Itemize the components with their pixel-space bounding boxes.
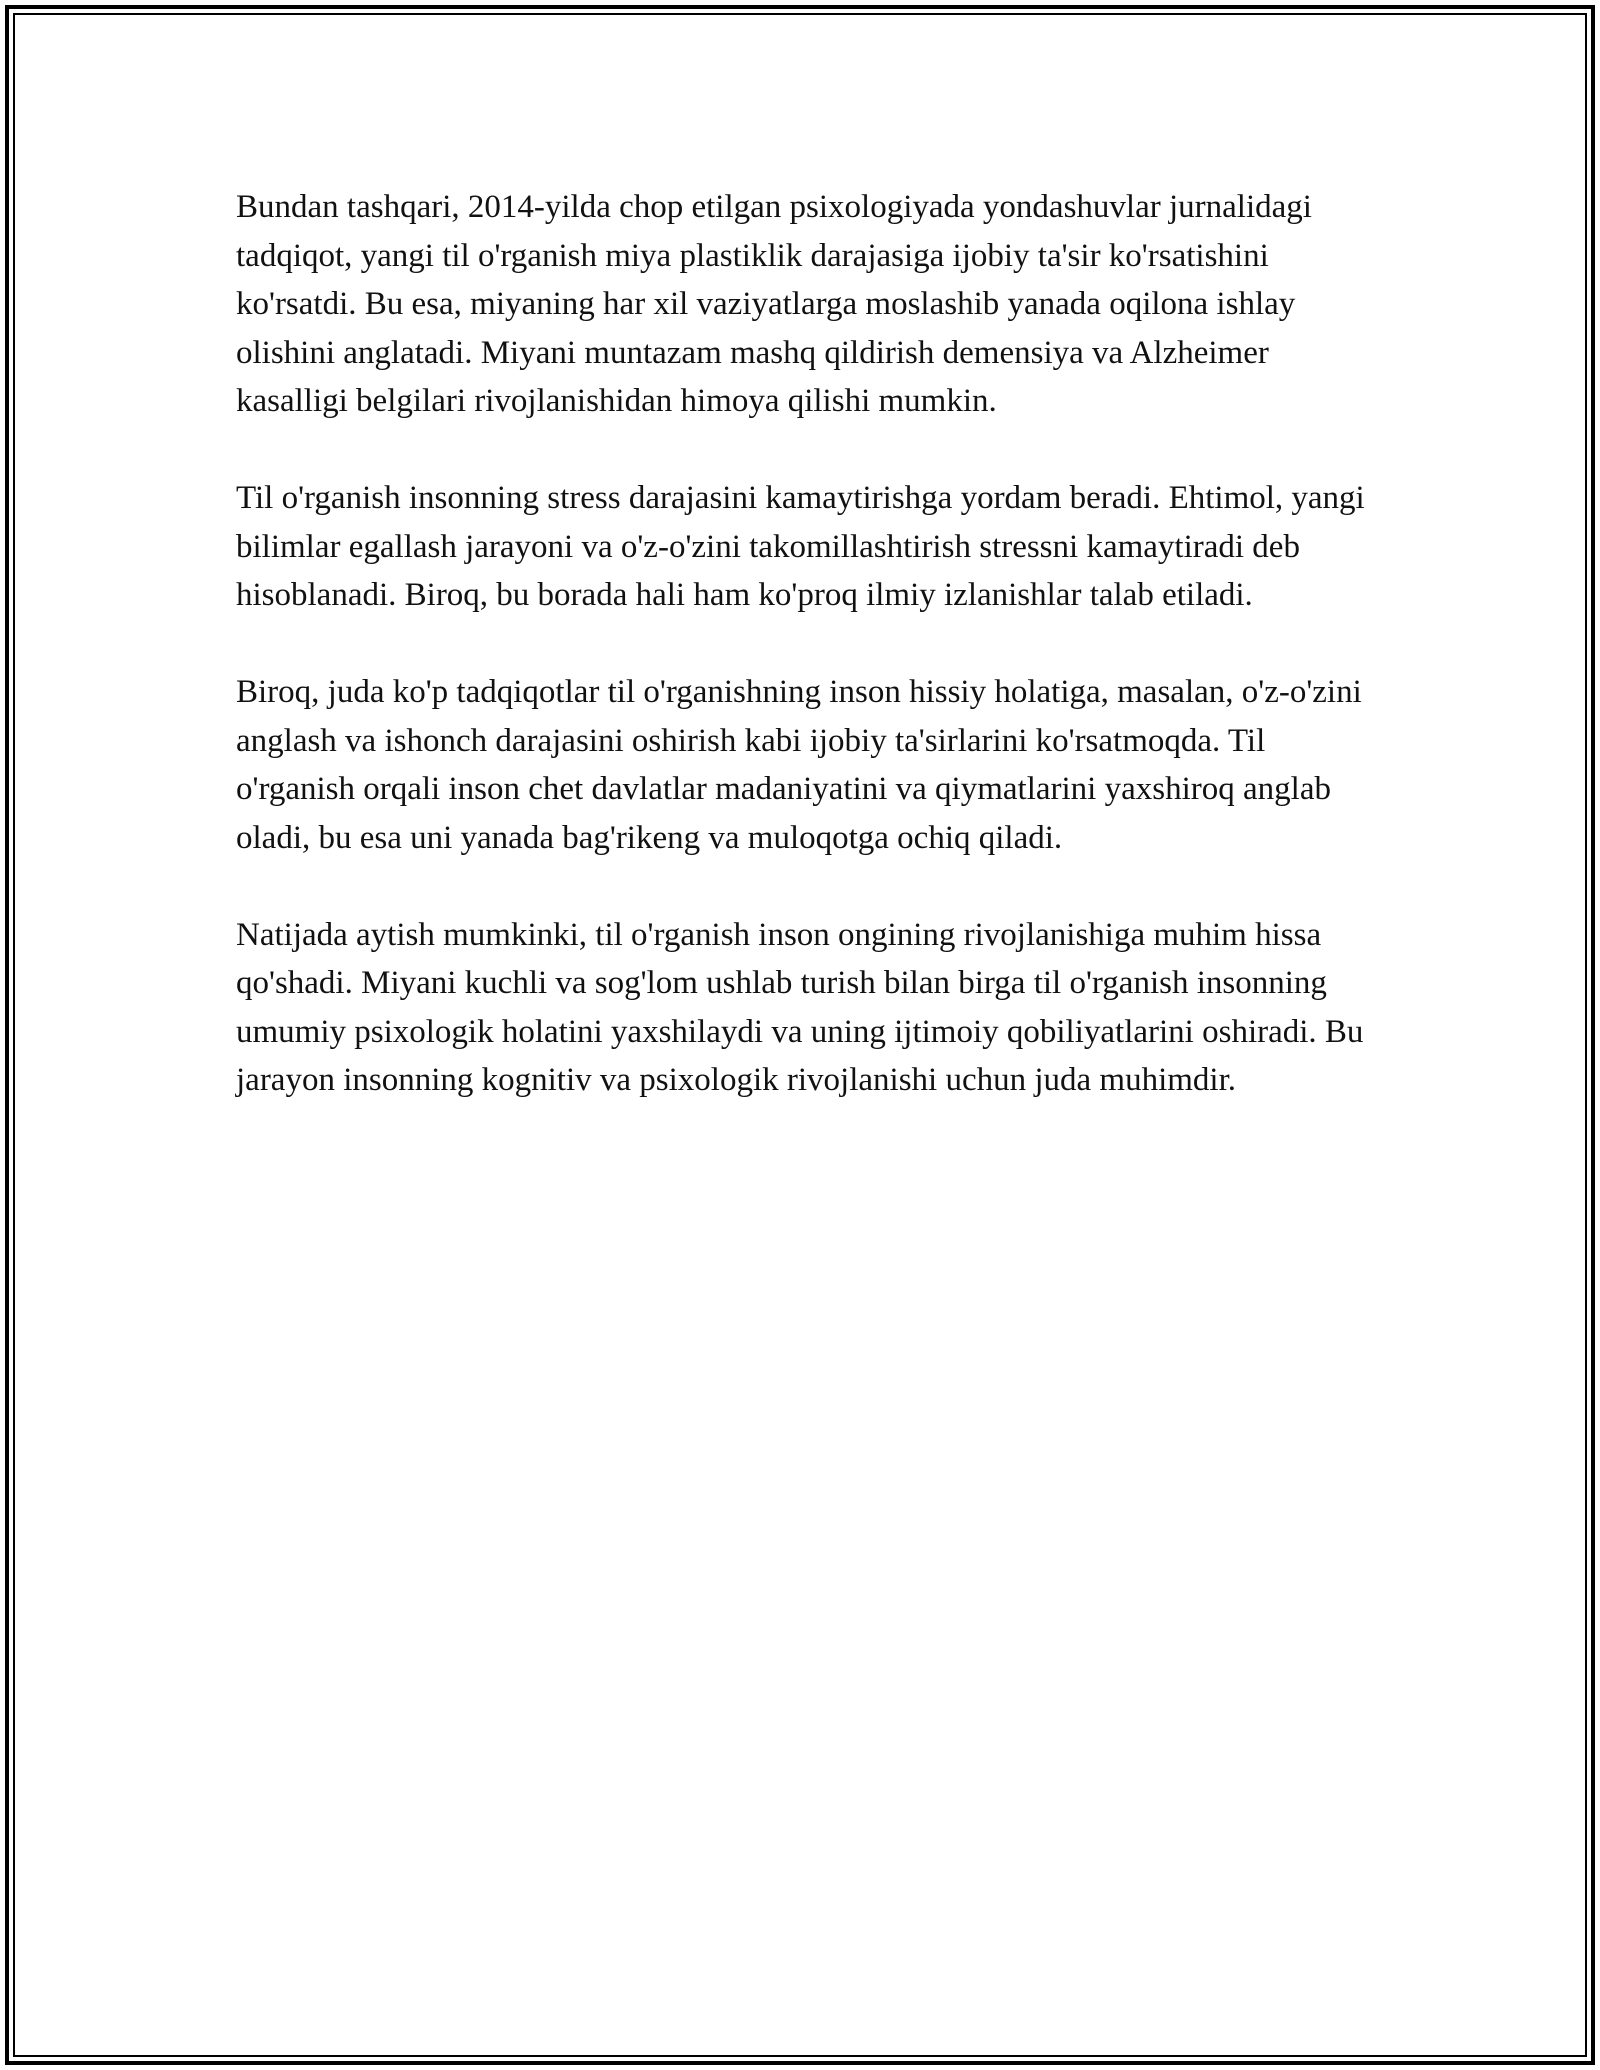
paragraph-1: Bundan tashqari, 2014-yilda chop etilgan psixologiyada yondashuvlar jurnalidagi tadqiqot, yangi til o'rganish miya plastiklik darajasiga ijobiy ta'sir ko'rsatishini ko'rsatdi. Bu esa, miyaning har xil vaziyatlarga moslashib yanada oqilona ishlay olishini anglatadi. Miyani muntazam mashq qildirish demensiya va Alzheimer kasalligi belgilari rivojlanishidan himoya qilishi mumkin.	[236, 189, 1312, 419]
paragraph-4: Natijada aytish mumkinki, til o'rganish inson ongining rivojlanishiga muhim hissa qo'shadi. Miyani kuchli va sog'lom ushlab turish bilan birga til o'rganish insonning umumiy psixologik holatini yaxshilaydi va uning ijtimoiy qobiliyatlarini oshiradi. Bu jarayon insonning kognitiv va psixologik rivojlanishi uchun juda muhimdir.	[236, 916, 1364, 1098]
paragraph-2: Til o'rganish insonning stress darajasini kamaytirishga yordam beradi. Ehtimol, yangi bilimlar egallash jarayoni va o'z-o'zini takomillashtirish stressni kamaytiradi deb hisoblanadi. Biroq, bu borada hali ham ko'proq ilmiy izlanishlar talab etiladi.	[236, 480, 1365, 613]
document-body	[236, 183, 1386, 1153]
paragraph-3: Biroq, juda ko'p tadqiqotlar til o'rganishning inson hissiy holatiga, masalan, o'z-o'zini anglash va ishonch darajasini oshirish kabi ijobiy ta'sirlarini ko'rsatmoqda. Til o'rganish orqali inson chet davlatlar madaniyatini va qiymatlarini yaxshiroq anglab oladi, bu esa uni yanada bag'rikeng va muloqotga ochiq qiladi.	[236, 674, 1362, 856]
